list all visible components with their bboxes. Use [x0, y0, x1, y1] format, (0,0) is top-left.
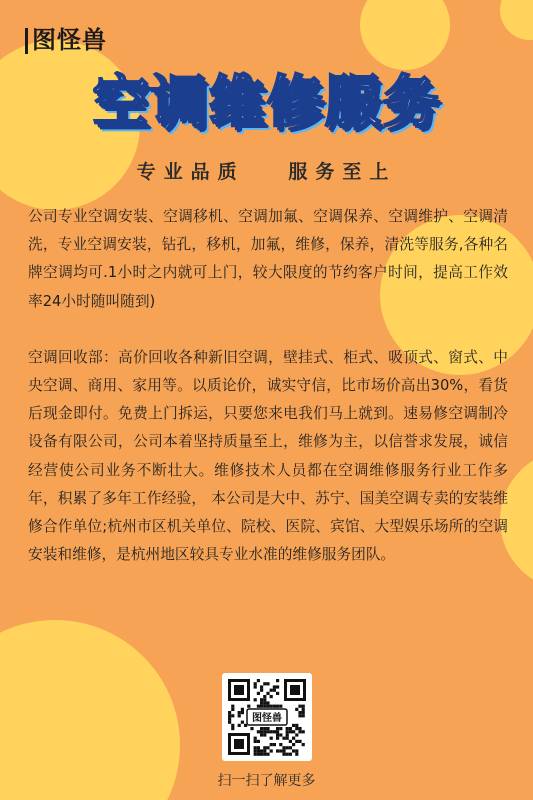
qr-code[interactable]	[222, 673, 312, 761]
service-paragraph: 公司专业空调安装、空调移机、空调加氟、空调保养、空调维护、空调清洗，专业空调安装，钻孔，移机，加氟，维修，保养，清洗等服务,各种名牌空调均可.1小时之内就可上门，较大限度的节约客户时间，提高工作效率24小时随叫随到)	[28, 208, 508, 310]
page-subtitle: 专业品质 服务至上	[136, 161, 397, 183]
qr-center-logo: 图怪兽	[252, 713, 282, 724]
content-body	[28, 203, 508, 569]
decor-circle	[500, 0, 533, 40]
page-title: 空调维修服务	[92, 70, 441, 135]
qr-caption: 扫一扫了解更多	[217, 773, 316, 789]
recycling-paragraph: 空调回收部：高价回收各种新旧空调，壁挂式、柜式、吸顶式、窗式、中央空调、商用、家用等。以质论价，诚实守信，比市场价高出30%，看货后现金即付。免费上门拆运，只要您来电我们马上就到。速易修空调制冷设备有限公司，公司本着坚持质量至上，维修为主，以信誉求发展，诚信经营使公司业务不断壮大。维修技术人员都在空调维修服务行业工作多年，积累了多年工作经验， 本公司是大中、苏宁、国美空调专卖的安装维修合作单位;杭州市区机关单位、院校、医院、宾馆、大型娱乐场所的空调安装和维修，是杭州地区较具专业水准的维修服务团队。	[28, 348, 508, 564]
brand-logo: 图怪兽	[25, 28, 107, 54]
title-banner	[0, 68, 533, 138]
decor-circle	[360, 0, 450, 70]
qr-code-icon	[222, 673, 312, 761]
